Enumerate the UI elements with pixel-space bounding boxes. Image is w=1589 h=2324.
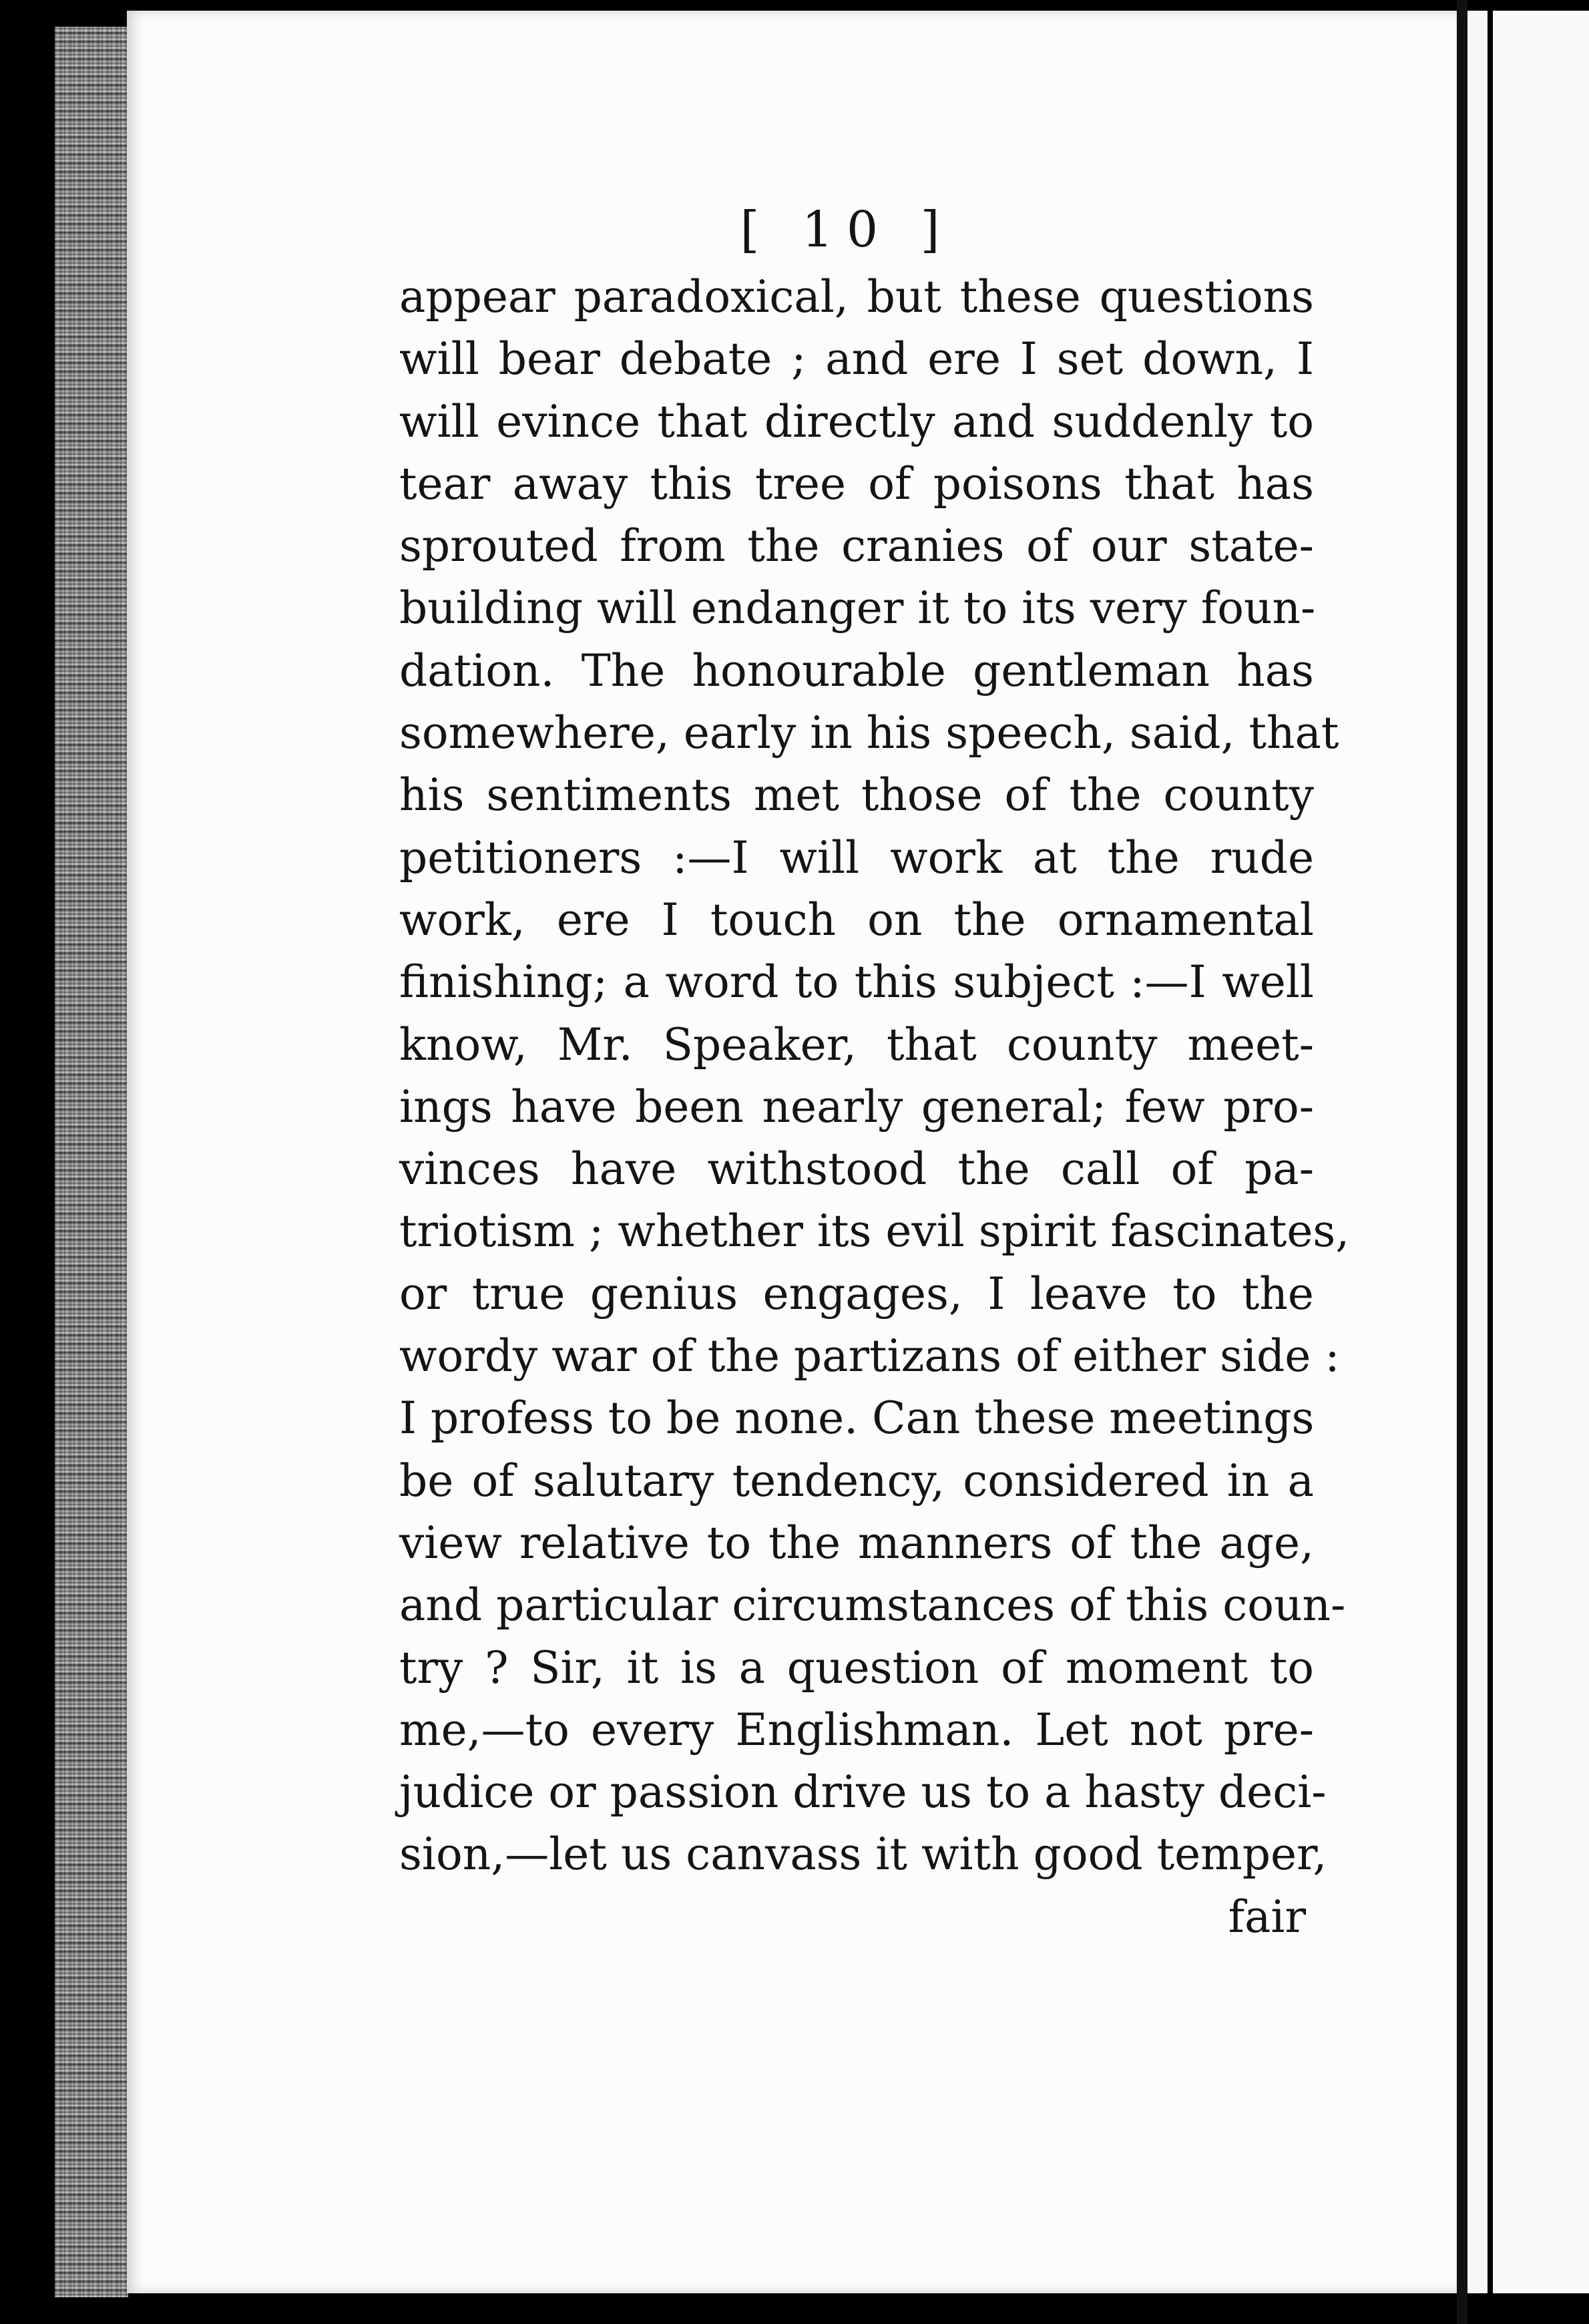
text-line: know, Mr. Speaker, that county meet- <box>399 1018 1314 1071</box>
right-margin <box>1493 11 1589 2293</box>
text-line: somewhere, early in his speech, said, that <box>399 707 1339 759</box>
text-line: his sentiments met those of the county <box>399 769 1314 821</box>
text-line: I profess to be none. Can these meetings <box>399 1392 1315 1444</box>
text-line: ings have been nearly general; few pro- <box>399 1081 1314 1133</box>
text-line: wordy war of the partizans of either side : <box>399 1330 1340 1382</box>
text-line: vinces have withstood the call of pa- <box>399 1143 1314 1195</box>
text-line: building will endanger it to its very foun- <box>399 582 1316 634</box>
text-line: triotism ; whether its evil spirit fascinates, <box>399 1205 1350 1257</box>
text-line: dation. The honourable gentleman has <box>399 644 1314 697</box>
text-line: will evince that directly and suddenly to <box>399 395 1314 447</box>
text-line: appear paradoxical, but these questions <box>399 271 1314 323</box>
page-text <box>399 194 1350 1948</box>
text-line: sprouted from the cranies of our state- <box>399 520 1314 572</box>
text-line: judice or passion drive us to a hasty deci- <box>399 1766 1327 1818</box>
text-line: view relative to the manners of the age, <box>399 1517 1314 1569</box>
facing-page-strip <box>1467 11 1488 2293</box>
text-line: and particular circumstances of this coun- <box>399 1579 1346 1631</box>
page-edge-rule <box>1488 0 1493 2324</box>
text-line: try ? Sir, it is a question of moment to <box>399 1641 1314 1694</box>
text-line: be of salutary tendency, considered in a <box>399 1455 1314 1507</box>
catchword: fair <box>1228 1891 1306 1943</box>
binding-shading <box>55 27 128 2297</box>
text-line: tear away this tree of poisons that has <box>399 457 1314 510</box>
text-line: me,—to every Englishman. Let not pre- <box>399 1704 1314 1756</box>
page-number-header: [ 10 ] <box>740 201 953 258</box>
text-line: petitioners :—I will work at the rude <box>399 831 1314 884</box>
text-line: work, ere I touch on the ornamental <box>399 894 1314 946</box>
text-line: or true genius engages, I leave to the <box>399 1268 1314 1320</box>
text-line: will bear debate ; and ere I set down, I <box>399 333 1314 385</box>
text-line: finishing; a word to this subject :—I well <box>399 956 1314 1008</box>
text-line: sion,—let us canvass it with good temper, <box>399 1828 1327 1881</box>
gutter-shadow <box>1457 0 1467 2324</box>
